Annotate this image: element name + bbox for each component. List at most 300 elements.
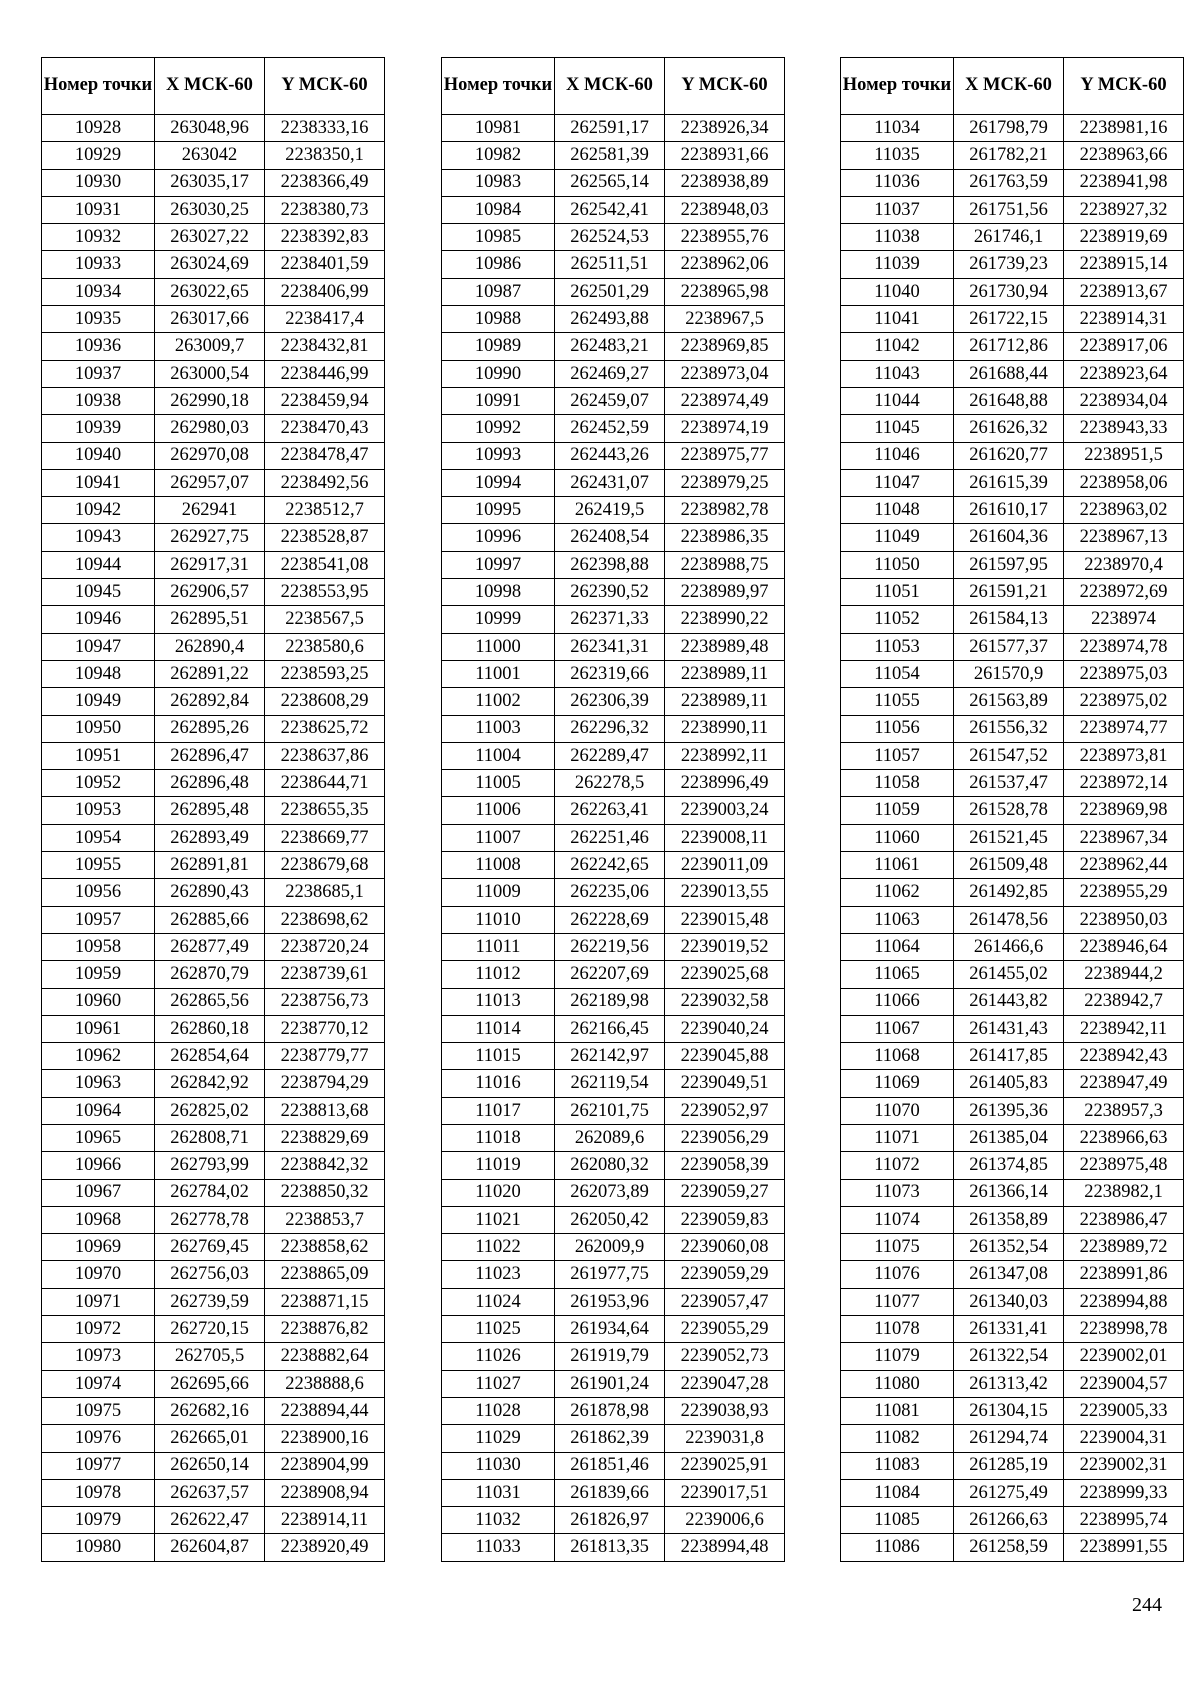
- x-coordinate-cell: 262891,22: [155, 660, 265, 687]
- x-coordinate-cell: 261826,97: [555, 1507, 665, 1534]
- table-row: [442, 306, 785, 333]
- table-row: [442, 196, 785, 223]
- table-row: [442, 551, 785, 578]
- x-coordinate-cell: 261620,77: [954, 442, 1064, 469]
- table-row: [841, 1070, 1184, 1097]
- y-coordinate-cell: 2239038,93: [665, 1397, 785, 1424]
- point-number-cell: 10982: [442, 142, 555, 169]
- table-row: [841, 1452, 1184, 1479]
- y-coordinate-cell: 2238380,73: [265, 196, 385, 223]
- point-number-cell: 10995: [442, 497, 555, 524]
- point-number-cell: 10998: [442, 579, 555, 606]
- x-coordinate-cell: 262739,59: [155, 1288, 265, 1315]
- table-row: [442, 852, 785, 879]
- x-coordinate-cell: 261266,63: [954, 1507, 1064, 1534]
- point-number-cell: 10972: [42, 1316, 155, 1343]
- y-coordinate-cell: 2238541,08: [265, 551, 385, 578]
- point-number-cell: 11038: [841, 224, 954, 251]
- y-coordinate-cell: 2238947,49: [1064, 1070, 1184, 1097]
- table-row: [841, 1043, 1184, 1070]
- x-coordinate-cell: 262408,54: [555, 524, 665, 551]
- y-coordinate-cell: 2239052,73: [665, 1343, 785, 1370]
- x-coordinate-cell: 261285,19: [954, 1452, 1064, 1479]
- y-coordinate-cell: 2238492,56: [265, 469, 385, 496]
- point-number-cell: 10933: [42, 251, 155, 278]
- point-number-cell: 11061: [841, 852, 954, 879]
- table-row: [442, 606, 785, 633]
- point-number-cell: 10964: [42, 1097, 155, 1124]
- table-row: [442, 879, 785, 906]
- point-number-cell: 11059: [841, 797, 954, 824]
- y-coordinate-cell: 2238972,69: [1064, 579, 1184, 606]
- y-coordinate-cell: 2238567,5: [265, 606, 385, 633]
- y-coordinate-cell: 2239008,11: [665, 824, 785, 851]
- y-coordinate-cell: 2238989,11: [665, 688, 785, 715]
- y-coordinate-cell: 2238989,72: [1064, 1234, 1184, 1261]
- y-coordinate-cell: 2239047,28: [665, 1370, 785, 1397]
- y-coordinate-cell: 2238608,29: [265, 688, 385, 715]
- point-number-cell: 11050: [841, 551, 954, 578]
- point-number-cell: 10944: [42, 551, 155, 578]
- x-coordinate-cell: 262860,18: [155, 1015, 265, 1042]
- y-coordinate-cell: 2238853,7: [265, 1206, 385, 1233]
- y-coordinate-cell: 2238637,86: [265, 742, 385, 769]
- table-row: [841, 715, 1184, 742]
- point-number-cell: 10929: [42, 142, 155, 169]
- point-number-cell: 11036: [841, 169, 954, 196]
- table-row: [42, 196, 385, 223]
- point-number-cell: 10996: [442, 524, 555, 551]
- table-row: [42, 797, 385, 824]
- y-coordinate-cell: 2238946,64: [1064, 933, 1184, 960]
- point-number-cell: 11047: [841, 469, 954, 496]
- point-number-cell: 11075: [841, 1234, 954, 1261]
- table-row: [442, 1179, 785, 1206]
- x-coordinate-cell: 263030,25: [155, 196, 265, 223]
- point-number-cell: 10956: [42, 879, 155, 906]
- x-coordinate-cell: 262459,07: [555, 387, 665, 414]
- point-number-cell: 11083: [841, 1452, 954, 1479]
- table-row: [42, 1261, 385, 1288]
- table-row: [841, 387, 1184, 414]
- x-coordinate-cell: 262665,01: [155, 1425, 265, 1452]
- x-coordinate-cell: 262542,41: [555, 196, 665, 223]
- header-point-number: Номер точки: [42, 58, 155, 115]
- x-coordinate-cell: 262189,98: [555, 988, 665, 1015]
- table-row: [42, 387, 385, 414]
- table-row: [42, 1452, 385, 1479]
- x-coordinate-cell: 262957,07: [155, 469, 265, 496]
- table-row: [42, 1234, 385, 1261]
- table-row: [442, 251, 785, 278]
- table-row: [42, 770, 385, 797]
- point-number-cell: 11064: [841, 933, 954, 960]
- table-row: [42, 278, 385, 305]
- y-coordinate-cell: 2238967,13: [1064, 524, 1184, 551]
- table-row: [442, 1507, 785, 1534]
- y-coordinate-cell: 2238366,49: [265, 169, 385, 196]
- x-coordinate-cell: 261782,21: [954, 142, 1064, 169]
- table-row: [42, 469, 385, 496]
- x-coordinate-cell: 262089,6: [555, 1124, 665, 1151]
- y-coordinate-cell: 2238923,64: [1064, 360, 1184, 387]
- point-number-cell: 10958: [42, 933, 155, 960]
- point-number-cell: 10938: [42, 387, 155, 414]
- point-number-cell: 10965: [42, 1124, 155, 1151]
- x-coordinate-cell: 262319,66: [555, 660, 665, 687]
- table-row: [42, 1479, 385, 1506]
- header-x-coordinate: X МСК-60: [155, 58, 265, 115]
- point-number-cell: 10969: [42, 1234, 155, 1261]
- point-number-cell: 11084: [841, 1479, 954, 1506]
- point-number-cell: 10945: [42, 579, 155, 606]
- x-coordinate-cell: 263027,22: [155, 224, 265, 251]
- table-row: [42, 852, 385, 879]
- table-row: [42, 715, 385, 742]
- x-coordinate-cell: 262166,45: [555, 1015, 665, 1042]
- y-coordinate-cell: 2238931,66: [665, 142, 785, 169]
- table-row: [841, 852, 1184, 879]
- table-row: [841, 1179, 1184, 1206]
- table-row: [442, 715, 785, 742]
- point-number-cell: 10970: [42, 1261, 155, 1288]
- table-row: [442, 933, 785, 960]
- table-row: [42, 879, 385, 906]
- header-point-number: Номер точки: [841, 58, 954, 115]
- y-coordinate-cell: 2239011,09: [665, 852, 785, 879]
- table-row: [841, 1015, 1184, 1042]
- point-number-cell: 11073: [841, 1179, 954, 1206]
- header-point-number: Номер точки: [442, 58, 555, 115]
- table-row: [841, 333, 1184, 360]
- table-row: [841, 1288, 1184, 1315]
- table-row: [442, 1316, 785, 1343]
- table-row: [841, 1234, 1184, 1261]
- y-coordinate-cell: 2239052,97: [665, 1097, 785, 1124]
- point-number-cell: 11067: [841, 1015, 954, 1042]
- y-coordinate-cell: 2238986,35: [665, 524, 785, 551]
- x-coordinate-cell: 261385,04: [954, 1124, 1064, 1151]
- y-coordinate-cell: 2239002,31: [1064, 1452, 1184, 1479]
- table-row: [42, 742, 385, 769]
- point-number-cell: 10962: [42, 1043, 155, 1070]
- point-number-cell: 11081: [841, 1397, 954, 1424]
- table-row: [442, 1234, 785, 1261]
- point-number-cell: 10980: [42, 1534, 155, 1561]
- point-number-cell: 10943: [42, 524, 155, 551]
- page-number: 244: [1132, 1594, 1162, 1616]
- point-number-cell: 11039: [841, 251, 954, 278]
- x-coordinate-cell: 261455,02: [954, 961, 1064, 988]
- x-coordinate-cell: 261901,24: [555, 1370, 665, 1397]
- x-coordinate-cell: 262917,31: [155, 551, 265, 578]
- table-row: [42, 1316, 385, 1343]
- table-row: [442, 115, 785, 142]
- table-row: [42, 251, 385, 278]
- y-coordinate-cell: 2239017,51: [665, 1479, 785, 1506]
- table-row: [42, 306, 385, 333]
- x-coordinate-cell: 261615,39: [954, 469, 1064, 496]
- y-coordinate-cell: 2238962,44: [1064, 852, 1184, 879]
- x-coordinate-cell: 261584,13: [954, 606, 1064, 633]
- point-number-cell: 11019: [442, 1152, 555, 1179]
- table-row: [42, 1206, 385, 1233]
- x-coordinate-cell: 262443,26: [555, 442, 665, 469]
- table-row: [42, 906, 385, 933]
- table-row: [442, 224, 785, 251]
- table-row: [841, 688, 1184, 715]
- point-number-cell: 10999: [442, 606, 555, 633]
- point-number-cell: 11003: [442, 715, 555, 742]
- table-row: [442, 1261, 785, 1288]
- x-coordinate-cell: 262565,14: [555, 169, 665, 196]
- y-coordinate-cell: 2238975,77: [665, 442, 785, 469]
- table-row: [42, 1070, 385, 1097]
- x-coordinate-cell: 261626,32: [954, 415, 1064, 442]
- table-row: [841, 579, 1184, 606]
- table-row: [841, 879, 1184, 906]
- table-header-row: [442, 58, 785, 115]
- point-number-cell: 11015: [442, 1043, 555, 1070]
- y-coordinate-cell: 2239002,01: [1064, 1343, 1184, 1370]
- table-row: [42, 524, 385, 551]
- y-coordinate-cell: 2238974,19: [665, 415, 785, 442]
- table-row: [442, 415, 785, 442]
- point-number-cell: 10990: [442, 360, 555, 387]
- point-number-cell: 11054: [841, 660, 954, 687]
- point-number-cell: 10941: [42, 469, 155, 496]
- table-row: [42, 360, 385, 387]
- x-coordinate-cell: 261563,89: [954, 688, 1064, 715]
- x-coordinate-cell: 262865,56: [155, 988, 265, 1015]
- y-coordinate-cell: 2238942,11: [1064, 1015, 1184, 1042]
- x-coordinate-cell: 262219,56: [555, 933, 665, 960]
- x-coordinate-cell: 261556,32: [954, 715, 1064, 742]
- y-coordinate-cell: 2238986,47: [1064, 1206, 1184, 1233]
- y-coordinate-cell: 2239045,88: [665, 1043, 785, 1070]
- y-coordinate-cell: 2238989,11: [665, 660, 785, 687]
- x-coordinate-cell: 263048,96: [155, 115, 265, 142]
- table-row: [42, 633, 385, 660]
- x-coordinate-cell: 262263,41: [555, 797, 665, 824]
- table-row: [42, 1507, 385, 1534]
- x-coordinate-cell: 262892,84: [155, 688, 265, 715]
- table-row: [442, 579, 785, 606]
- y-coordinate-cell: 2238894,44: [265, 1397, 385, 1424]
- y-coordinate-cell: 2238858,62: [265, 1234, 385, 1261]
- x-coordinate-cell: 262242,65: [555, 852, 665, 879]
- x-coordinate-cell: 262793,99: [155, 1152, 265, 1179]
- table-row: [841, 1316, 1184, 1343]
- y-coordinate-cell: 2238951,5: [1064, 442, 1184, 469]
- x-coordinate-cell: 262720,15: [155, 1316, 265, 1343]
- y-coordinate-cell: 2238900,16: [265, 1425, 385, 1452]
- y-coordinate-cell: 2238876,82: [265, 1316, 385, 1343]
- table-row: [841, 1152, 1184, 1179]
- y-coordinate-cell: 2239006,6: [665, 1507, 785, 1534]
- y-coordinate-cell: 2238917,06: [1064, 333, 1184, 360]
- point-number-cell: 10966: [42, 1152, 155, 1179]
- point-number-cell: 10930: [42, 169, 155, 196]
- table-row: [442, 1206, 785, 1233]
- x-coordinate-cell: 261358,89: [954, 1206, 1064, 1233]
- y-coordinate-cell: 2238888,6: [265, 1370, 385, 1397]
- point-number-cell: 10979: [42, 1507, 155, 1534]
- x-coordinate-cell: 261478,56: [954, 906, 1064, 933]
- x-coordinate-cell: 262581,39: [555, 142, 665, 169]
- point-number-cell: 11025: [442, 1316, 555, 1343]
- table-row: [42, 169, 385, 196]
- y-coordinate-cell: 2238813,68: [265, 1097, 385, 1124]
- x-coordinate-cell: 261340,03: [954, 1288, 1064, 1315]
- point-number-cell: 11035: [841, 142, 954, 169]
- x-coordinate-cell: 262896,48: [155, 770, 265, 797]
- point-number-cell: 11011: [442, 933, 555, 960]
- x-coordinate-cell: 262682,16: [155, 1397, 265, 1424]
- x-coordinate-cell: 262452,59: [555, 415, 665, 442]
- table-row: [42, 988, 385, 1015]
- table-row: [841, 196, 1184, 223]
- y-coordinate-cell: 2238417,4: [265, 306, 385, 333]
- point-number-cell: 11031: [442, 1479, 555, 1506]
- point-number-cell: 11009: [442, 879, 555, 906]
- x-coordinate-cell: 262885,66: [155, 906, 265, 933]
- point-number-cell: 11034: [841, 115, 954, 142]
- point-number-cell: 11022: [442, 1234, 555, 1261]
- table-row: [442, 906, 785, 933]
- table-row: [42, 551, 385, 578]
- point-number-cell: 11063: [841, 906, 954, 933]
- table-row: [442, 1288, 785, 1315]
- x-coordinate-cell: 261730,94: [954, 278, 1064, 305]
- y-coordinate-cell: 2238948,03: [665, 196, 785, 223]
- table-row: [42, 1288, 385, 1315]
- point-number-cell: 11023: [442, 1261, 555, 1288]
- point-number-cell: 11080: [841, 1370, 954, 1397]
- x-coordinate-cell: 262769,45: [155, 1234, 265, 1261]
- x-coordinate-cell: 262119,54: [555, 1070, 665, 1097]
- table-row: [42, 933, 385, 960]
- y-coordinate-cell: 2238459,94: [265, 387, 385, 414]
- y-coordinate-cell: 2238975,03: [1064, 660, 1184, 687]
- y-coordinate-cell: 2238982,1: [1064, 1179, 1184, 1206]
- y-coordinate-cell: 2238528,87: [265, 524, 385, 551]
- table-row: [841, 360, 1184, 387]
- point-number-cell: 10931: [42, 196, 155, 223]
- x-coordinate-cell: 262251,46: [555, 824, 665, 851]
- x-coordinate-cell: 261648,88: [954, 387, 1064, 414]
- table-row: [442, 961, 785, 988]
- x-coordinate-cell: 262784,02: [155, 1179, 265, 1206]
- x-coordinate-cell: 262990,18: [155, 387, 265, 414]
- x-coordinate-cell: 262524,53: [555, 224, 665, 251]
- table-row: [42, 606, 385, 633]
- y-coordinate-cell: 2239005,33: [1064, 1397, 1184, 1424]
- y-coordinate-cell: 2238685,1: [265, 879, 385, 906]
- point-number-cell: 10984: [442, 196, 555, 223]
- x-coordinate-cell: 262483,21: [555, 333, 665, 360]
- y-coordinate-cell: 2238944,2: [1064, 961, 1184, 988]
- point-number-cell: 11008: [442, 852, 555, 879]
- x-coordinate-cell: 261347,08: [954, 1261, 1064, 1288]
- y-coordinate-cell: 2238926,34: [665, 115, 785, 142]
- y-coordinate-cell: 2238350,1: [265, 142, 385, 169]
- y-coordinate-cell: 2239015,48: [665, 906, 785, 933]
- y-coordinate-cell: 2238779,77: [265, 1043, 385, 1070]
- y-coordinate-cell: 2238965,98: [665, 278, 785, 305]
- point-number-cell: 11001: [442, 660, 555, 687]
- point-number-cell: 11062: [841, 879, 954, 906]
- y-coordinate-cell: 2239004,57: [1064, 1370, 1184, 1397]
- table-row: [841, 1397, 1184, 1424]
- y-coordinate-cell: 2238990,11: [665, 715, 785, 742]
- table-row: [442, 688, 785, 715]
- x-coordinate-cell: 262890,4: [155, 633, 265, 660]
- y-coordinate-cell: 2238958,06: [1064, 469, 1184, 496]
- table-row: [442, 1425, 785, 1452]
- point-number-cell: 10947: [42, 633, 155, 660]
- x-coordinate-cell: 261878,98: [555, 1397, 665, 1424]
- table-row: [42, 142, 385, 169]
- point-number-cell: 10967: [42, 1179, 155, 1206]
- x-coordinate-cell: 263022,65: [155, 278, 265, 305]
- x-coordinate-cell: 261746,1: [954, 224, 1064, 251]
- point-number-cell: 10934: [42, 278, 155, 305]
- table-row: [841, 1206, 1184, 1233]
- x-coordinate-cell: 262289,47: [555, 742, 665, 769]
- x-coordinate-cell: 261521,45: [954, 824, 1064, 851]
- x-coordinate-cell: 261591,21: [954, 579, 1064, 606]
- y-coordinate-cell: 2239049,51: [665, 1070, 785, 1097]
- table-row: [841, 933, 1184, 960]
- table-row: [841, 278, 1184, 305]
- x-coordinate-cell: 262306,39: [555, 688, 665, 715]
- point-number-cell: 10991: [442, 387, 555, 414]
- point-number-cell: 11014: [442, 1015, 555, 1042]
- header-x-coordinate: X МСК-60: [555, 58, 665, 115]
- x-coordinate-cell: 261294,74: [954, 1425, 1064, 1452]
- y-coordinate-cell: 2238938,89: [665, 169, 785, 196]
- x-coordinate-cell: 261604,36: [954, 524, 1064, 551]
- point-number-cell: 11032: [442, 1507, 555, 1534]
- x-coordinate-cell: 261547,52: [954, 742, 1064, 769]
- y-coordinate-cell: 2239060,08: [665, 1234, 785, 1261]
- table-row: [442, 360, 785, 387]
- point-number-cell: 11058: [841, 770, 954, 797]
- header-y-coordinate: Y МСК-60: [1064, 58, 1184, 115]
- y-coordinate-cell: 2238955,29: [1064, 879, 1184, 906]
- x-coordinate-cell: 262895,48: [155, 797, 265, 824]
- x-coordinate-cell: 262341,31: [555, 633, 665, 660]
- table-row: [841, 742, 1184, 769]
- y-coordinate-cell: 2238975,02: [1064, 688, 1184, 715]
- point-number-cell: 10957: [42, 906, 155, 933]
- y-coordinate-cell: 2238720,24: [265, 933, 385, 960]
- table-row: [841, 660, 1184, 687]
- point-number-cell: 11041: [841, 306, 954, 333]
- point-number-cell: 11065: [841, 961, 954, 988]
- point-number-cell: 10974: [42, 1370, 155, 1397]
- y-coordinate-cell: 2238669,77: [265, 824, 385, 851]
- point-number-cell: 10993: [442, 442, 555, 469]
- point-number-cell: 11066: [841, 988, 954, 1015]
- table-row: [841, 633, 1184, 660]
- point-number-cell: 10978: [42, 1479, 155, 1506]
- x-coordinate-cell: 261405,83: [954, 1070, 1064, 1097]
- table-row: [42, 824, 385, 851]
- point-number-cell: 11045: [841, 415, 954, 442]
- y-coordinate-cell: 2238955,76: [665, 224, 785, 251]
